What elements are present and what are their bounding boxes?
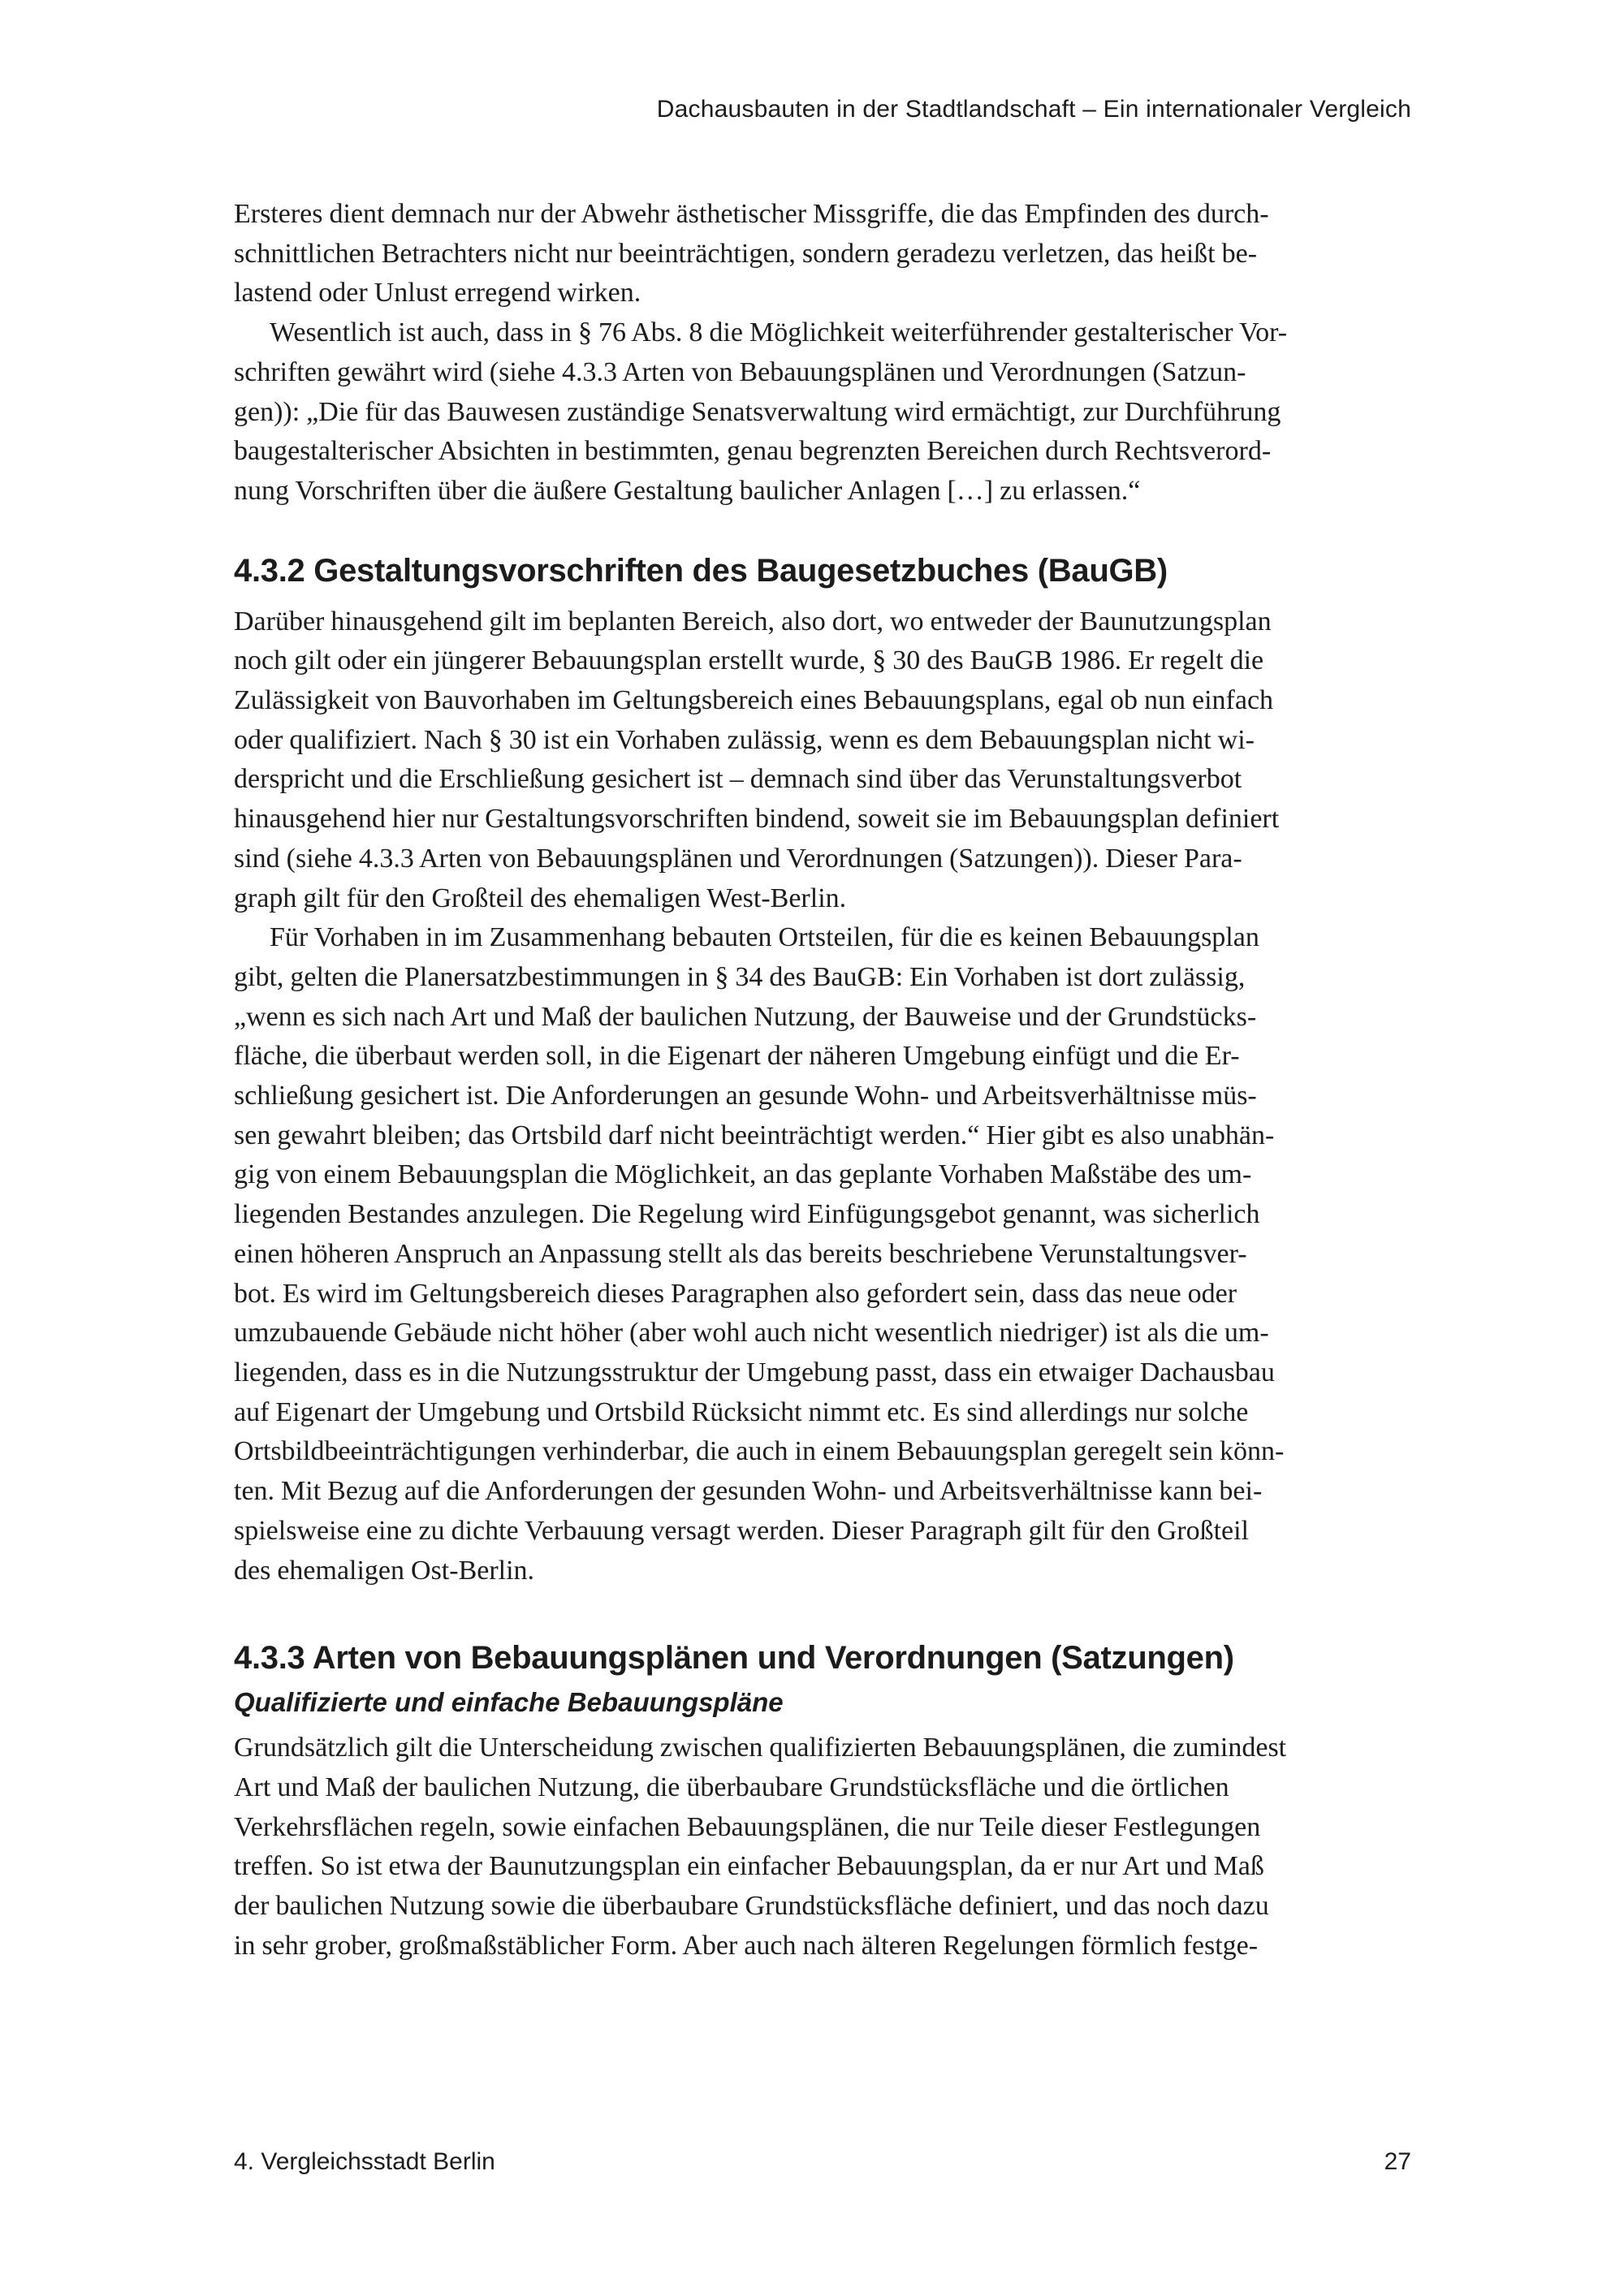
text-line: sind (siehe 4.3.3 Arten von Bebauungsplänen und Verordnungen (Satzungen)). Dieser Para- <box>234 843 1242 874</box>
page-footer <box>234 2148 1411 2176</box>
text-line: Ersteres dient demnach nur der Abwehr ästhetischer Missgriffe, die das Empfinden des durch- <box>234 199 1269 229</box>
text-line: gen)): „Die für das Bauwesen zuständige Senatsverwaltung wird ermächtigt, zur Durchführung <box>234 396 1281 427</box>
text-line: gibt, gelten die Planersatzbestimmungen in § 34 des BauGB: Ein Vorhaben ist dort zulässig, <box>234 961 1246 992</box>
text-line: noch gilt oder ein jüngerer Bebauungsplan erstellt wurde, § 30 des BauGB 1986. Er regelt die <box>234 645 1264 676</box>
text-line: hinausgehend hier nur Gestaltungsvorschriften bindend, soweit sie im Bebauungsplan definiert <box>234 804 1280 835</box>
running-header: Dachausbauten in der Stadtlandschaft – Ein internationaler Vergleich <box>656 96 1411 123</box>
text-line: in sehr grober, großmaßstäblicher Form. Aber auch nach älteren Regelungen förmlich festge- <box>234 1930 1259 1961</box>
text-line: Ortsbildbeeinträchtigungen verhinderbar, die auch in einem Bebauungsplan geregelt sein könn- <box>234 1436 1285 1467</box>
paragraph-paragraph-34 <box>234 918 1411 1590</box>
text-line: der baulichen Nutzung sowie die überbaubare Grundstücksfläche definiert, und das noch dazu <box>234 1891 1269 1922</box>
paragraph-76-abs8 <box>234 313 1411 511</box>
text-line: auf Eigenart der Umgebung und Ortsbild Rücksicht nimmt etc. Es sind allerdings nur solche <box>234 1396 1249 1427</box>
text-line: „wenn es sich nach Art und Maß der baulichen Nutzung, der Bauweise und der Grundstücks- <box>234 1001 1257 1032</box>
text-line: graph gilt für den Großteil des ehemaligen West-Berlin. <box>234 883 847 913</box>
text-line: liegenden Bestandes anzulegen. Die Regelung wird Einfügungsgebot genannt, was sicherlich <box>234 1199 1260 1230</box>
paragraph-verunstaltung <box>234 195 1411 313</box>
text-line: lastend oder Unlust erregend wirken. <box>234 278 641 309</box>
text-line: fläche, die überbaut werden soll, in die Eigenart der näheren Umgebung einfügt und die Er- <box>234 1041 1240 1072</box>
text-line: nung Vorschriften über die äußere Gestaltung baulicher Anlagen […] zu erlassen.“ <box>234 475 1141 506</box>
text-line: bot. Es wird im Geltungsbereich dieses Paragraphen also gefordert sein, dass das neue oder <box>234 1278 1237 1309</box>
text-line: ten. Mit Bezug auf die Anforderungen der gesunden Wohn- und Arbeitsverhältnisse kann bei- <box>234 1476 1263 1507</box>
text-line: sen gewahrt bleiben; das Ortsbild darf nicht beeinträchtigt werden.“ Hier gibt es also unabhän- <box>234 1120 1275 1150</box>
footer-chapter: 4. Vergleichsstadt Berlin <box>234 2148 495 2175</box>
text-line: umzubauende Gebäude nicht höher (aber wohl auch nicht wesentlich niedriger) ist als die um- <box>234 1318 1269 1349</box>
page-number: 27 <box>1384 2148 1411 2175</box>
text-line: einen höheren Anspruch an Anpassung stellt als das bereits beschriebene Verunstaltungsver- <box>234 1238 1247 1269</box>
text-line: schriften gewährt wird (siehe 4.3.3 Arten von Bebauungsplänen und Verordnungen (Satzun- <box>234 356 1246 387</box>
section-heading-4-3-3: 4.3.3 Arten von Bebauungsplänen und Verordnungen (Satzungen) <box>234 1640 1234 1677</box>
paragraph-bebauungsplaene <box>234 1728 1411 1966</box>
text-line: derspricht und die Erschließung gesichert ist – demnach sind über das Verunstaltungsverbot <box>234 764 1242 795</box>
text-line: Grundsätzlich gilt die Unterscheidung zwischen qualifizierten Bebauungsplänen, die zumindest <box>234 1733 1287 1763</box>
text-line: Für Vorhaben in im Zusammenhang bebauten Ortsteilen, für die es keinen Bebauungsplan <box>270 922 1259 953</box>
text-line: baugestalterischer Absichten in bestimmten, genau begrenzten Bereichen durch Rechtsverord- <box>234 436 1272 467</box>
paragraph-paragraph-30 <box>234 602 1411 919</box>
text-line: Art und Maß der baulichen Nutzung, die überbaubare Grundstücksfläche und die örtlichen <box>234 1772 1229 1802</box>
text-line: Zulässigkeit von Bauvorhaben im Geltungsbereich eines Bebauungsplans, egal ob nun einfach <box>234 685 1274 716</box>
text-line: schnittlichen Betrachters nicht nur beeinträchtigen, sondern geradezu verletzen, das heißt be- <box>234 238 1258 269</box>
text-line: liegenden, dass es in die Nutzungsstruktur der Umgebung passt, dass ein etwaiger Dachausbau <box>234 1357 1275 1388</box>
text-line: Verkehrsflächen regeln, sowie einfachen Bebauungsplänen, die nur Teile dieser Festlegungen <box>234 1811 1261 1842</box>
text-line: spielsweise eine zu dichte Verbauung versagt werden. Dieser Paragraph gilt für den Großteil <box>234 1515 1250 1546</box>
text-line: treffen. So ist etwa der Baunutzungsplan ein einfacher Bebauungsplan, da er nur Art und Maß <box>234 1851 1264 1882</box>
text-line: Darüber hinausgehend gilt im beplanten Bereich, also dort, wo entweder der Baunutzungsplan <box>234 606 1272 637</box>
section-heading-4-3-2: 4.3.2 Gestaltungsvorschriften des Baugesetzbuches (BauGB) <box>234 552 1168 589</box>
text-line: gig von einem Bebauungsplan die Möglichkeit, an das geplante Vorhaben Maßstäbe des um- <box>234 1159 1252 1190</box>
text-line: schließung gesichert ist. Die Anforderungen an gesunde Wohn- und Arbeitsverhältnisse müs- <box>234 1081 1257 1111</box>
subsection-heading: Qualifizierte und einfache Bebauungspläne <box>234 1687 784 1718</box>
text-line: oder qualifiziert. Nach § 30 ist ein Vorhaben zulässig, wenn es dem Bebauungsplan nicht wi- <box>234 724 1255 755</box>
text-line: Wesentlich ist auch, dass in § 76 Abs. 8 die Möglichkeit weiterführender gestalterischer Vor- <box>270 317 1288 348</box>
page-body <box>234 195 1411 1966</box>
text-line: des ehemaligen Ost-Berlin. <box>234 1555 535 1586</box>
